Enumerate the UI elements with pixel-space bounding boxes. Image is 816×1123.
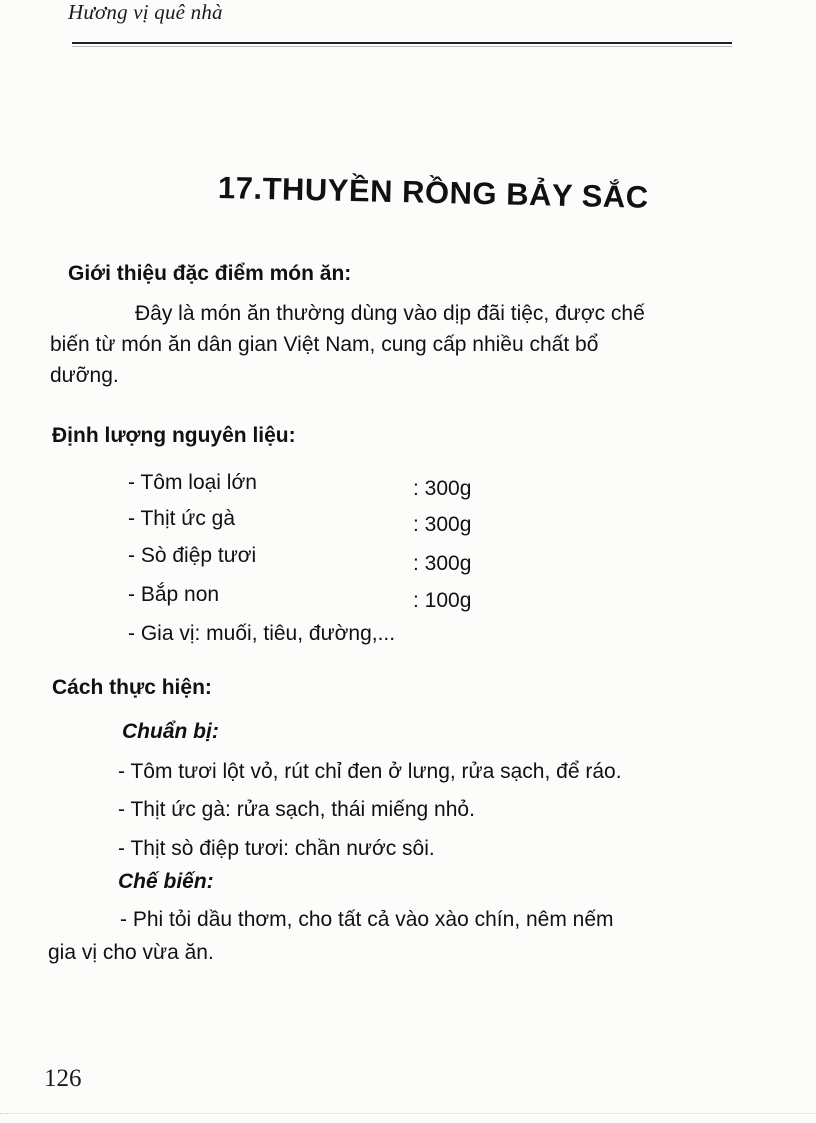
ingredient-quantity: : 300g <box>413 513 472 536</box>
cook-line: gia vị cho vừa ăn. <box>48 941 214 964</box>
header-rule-shadow <box>72 46 732 47</box>
intro-heading: Giới thiệu đặc điểm món ăn: <box>68 262 352 285</box>
cook-heading: Chế biến: <box>118 870 214 893</box>
ingredient-quantity: : 300g <box>413 552 472 575</box>
intro-line: dưỡng. <box>50 364 119 387</box>
method-heading: Cách thực hiện: <box>52 676 212 699</box>
ingredient-name: - Tôm loại lớn <box>128 471 257 494</box>
running-header: Hương vị quê nhà <box>68 0 223 24</box>
page-number: 126 <box>44 1065 82 1092</box>
prep-step: - Thịt sò điệp tươi: chần nước sôi. <box>118 837 435 860</box>
cook-line: - Phi tỏi dầu thơm, cho tất cả vào xào chín, nêm nếm <box>120 908 614 931</box>
prep-step: - Tôm tươi lột vỏ, rút chỉ đen ở lưng, rửa sạch, để ráo. <box>118 760 622 783</box>
prep-step: - Thịt ức gà: rửa sạch, thái miếng nhỏ. <box>118 798 475 821</box>
ingredient-name: - Sò điệp tươi <box>128 544 257 567</box>
ingredients-heading: Định lượng nguyên liệu: <box>52 424 296 447</box>
intro-line: biến từ món ăn dân gian Việt Nam, cung cấp nhiều chất bổ <box>50 333 599 356</box>
prep-heading: Chuẩn bị: <box>122 720 219 743</box>
ingredient-name: - Thịt ức gà <box>128 507 236 530</box>
header-rule <box>72 42 732 44</box>
page-edge <box>0 1113 816 1114</box>
ingredient-quantity: : 100g <box>413 589 472 612</box>
seasoning-line: - Gia vị: muối, tiêu, đường,... <box>128 622 396 645</box>
intro-line: Đây là món ăn thường dùng vào dịp đãi tiệc, được chế <box>135 302 645 325</box>
ingredient-quantity: : 300g <box>413 477 472 500</box>
recipe-title: 17.THUYỀN RỒNG BẢY SẮC <box>217 170 650 215</box>
ingredient-name: - Bắp non <box>128 583 220 606</box>
